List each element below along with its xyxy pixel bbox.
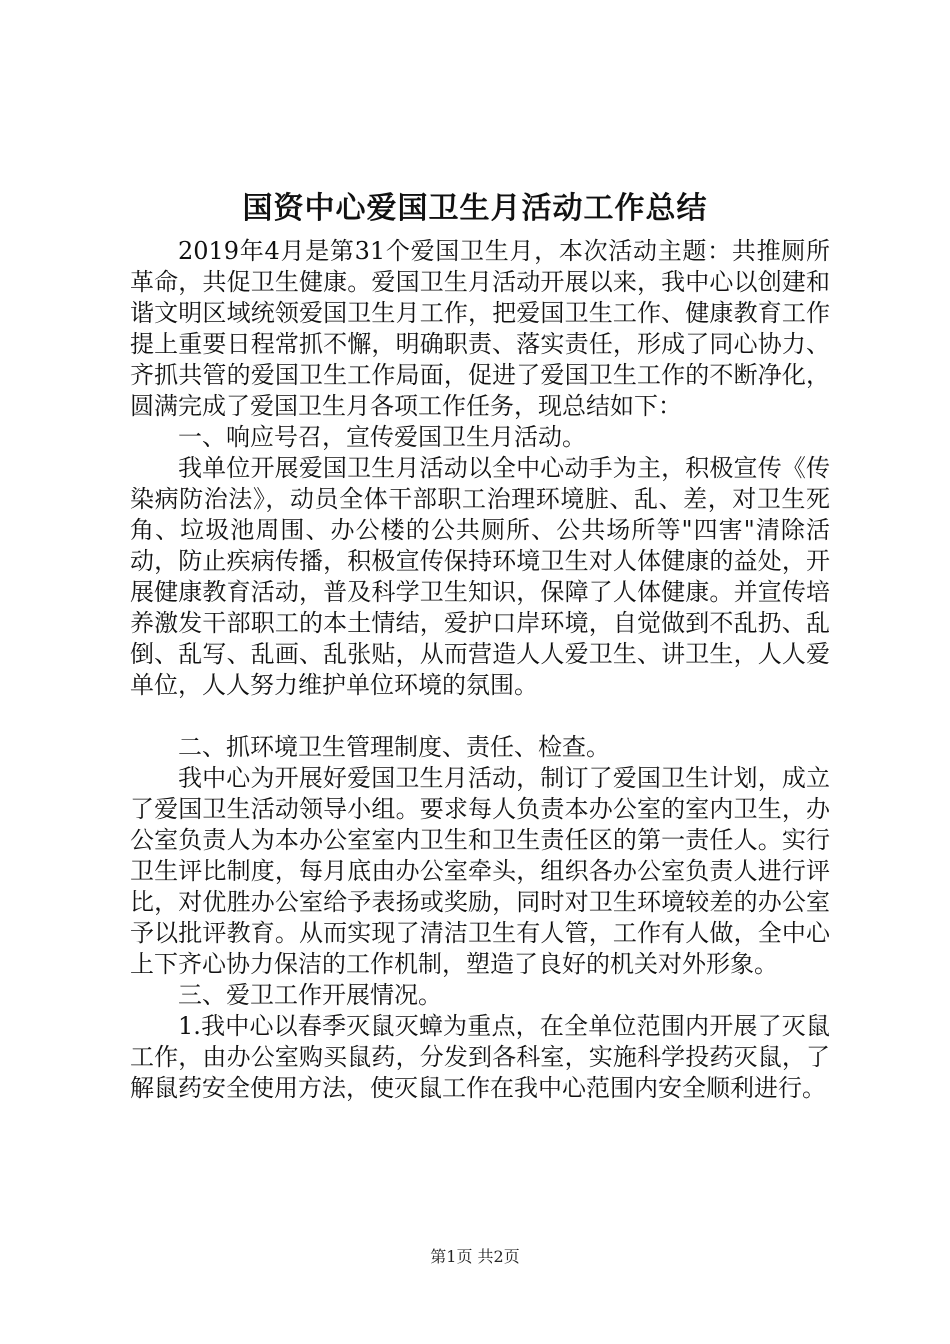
- section-heading-1: 一、响应号召，宣传爱国卫生月活动。: [178, 423, 586, 451]
- paragraph-spacer: [130, 701, 830, 732]
- section-heading-2: 二、抓环境卫生管理制度、责任、检查。: [178, 733, 610, 761]
- paragraph-section-1: 我单位开展爱国卫生月活动以全中心动手为主，积极宣传《传染病防治法》，动员全体干部职工治理环境脏、乱、差，对卫生死角、垃圾池周围、办公楼的公共厕所、公共场所等"四害"清除活动，防止疾病传播，积极宣传保持环境卫生对人体健康的益处，开展健康教育活动，普及科学卫生知识，保障了人体健康。并宣传培养激发干部职工的本土情结，爱护口岸环境，自觉做到不乱扔、乱倒、乱写、乱画、乱张贴，从而营造人人爱卫生、讲卫生，人人爱单位，人人努力维护单位环境的氛围。: [130, 454, 830, 699]
- paragraph-section-3-item-1: 1.我中心以春季灭鼠灭蟑为重点，在全单位范围内开展了灭鼠工作，由办公室购买鼠药，分发到各科室，实施科学投药灭鼠，了解鼠药安全使用方法，使灭鼠工作在我中心范围内安全顺利进行。: [130, 1012, 830, 1102]
- paragraph-intro: 2019年4月是第31个爱国卫生月，本次活动主题：共推厕所革命，共促卫生健康。爱国卫生月活动开展以来，我中心以创建和谐文明区域统领爱国卫生月工作，把爱国卫生工作、健康教育工作提上重要日程常抓不懈，明确职责、落实责任，形成了同心协力、齐抓共管的爱国卫生工作局面，促进了爱国卫生工作的不断净化，圆满完成了爱国卫生月各项工作任务，现总结如下：: [130, 237, 830, 420]
- page-footer: 第1页 共2页: [430, 1247, 520, 1266]
- document-title: 国资中心爱国卫生月活动工作总结: [242, 191, 708, 226]
- document-body: [130, 236, 830, 1104]
- paragraph-section-2: 我中心为开展好爱国卫生月活动，制订了爱国卫生计划，成立了爱国卫生活动领导小组。要求每人负责本办公室的室内卫生，办公室负责人为本办公室室内卫生和卫生责任区的第一责任人。实行卫生评比制度，每月底由办公室牵头，组织各办公室负责人进行评比，对优胜办公室给予表扬或奖励，同时对卫生环境较差的办公室予以批评教育。从而实现了清洁卫生有人管，工作有人做，全中心上下齐心协力保洁的工作机制，塑造了良好的机关对外形象。: [130, 764, 830, 978]
- section-heading-3: 三、爱卫工作开展情况。: [178, 981, 442, 1009]
